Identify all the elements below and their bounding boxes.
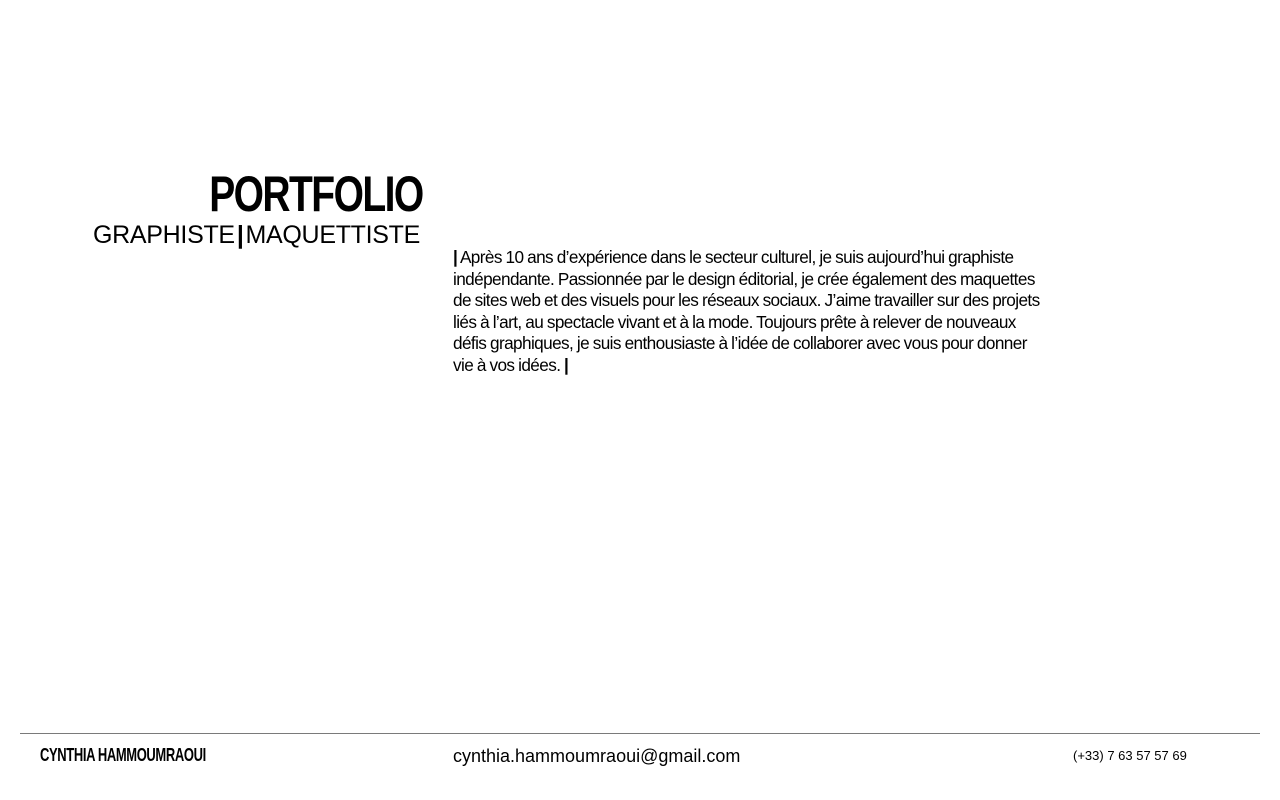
bio-close-bar: | <box>564 354 569 375</box>
page-title: PORTFOLIO <box>209 166 423 222</box>
bio-open-bar: | <box>453 247 458 267</box>
role-maquettiste: MAQUETTISTE <box>245 221 420 249</box>
bio-text: Après 10 ans d’expérience dans le secteur culturel, je suis aujourd’hui graphiste indépendante. Passionnée par le design éditorial, je crée également des maquettes de sites web et des visuels pour les réseaux sociaux. J’aime travailler sur des projets liés à l’art, au spectacle vivant et à la mode. Toujours prête à relever de nouveaux défis graphiques, je suis enthousiaste à l’idée de collaborer avec vous pour donner vie à vos idées. <box>453 247 1040 375</box>
role-graphiste: GRAPHISTE <box>93 221 235 249</box>
role-separator: | <box>236 221 244 249</box>
role-subtitle <box>93 220 420 250</box>
phone-number[interactable]: (+33) 7 63 57 57 69 <box>1073 748 1187 763</box>
bio-paragraph <box>453 247 1045 377</box>
footer-divider <box>20 733 1260 734</box>
email-link[interactable]: cynthia.hammoumraoui@gmail.com <box>453 746 741 766</box>
footer-name: CYNTHIA HAMMOUMRAOUI <box>40 745 206 765</box>
